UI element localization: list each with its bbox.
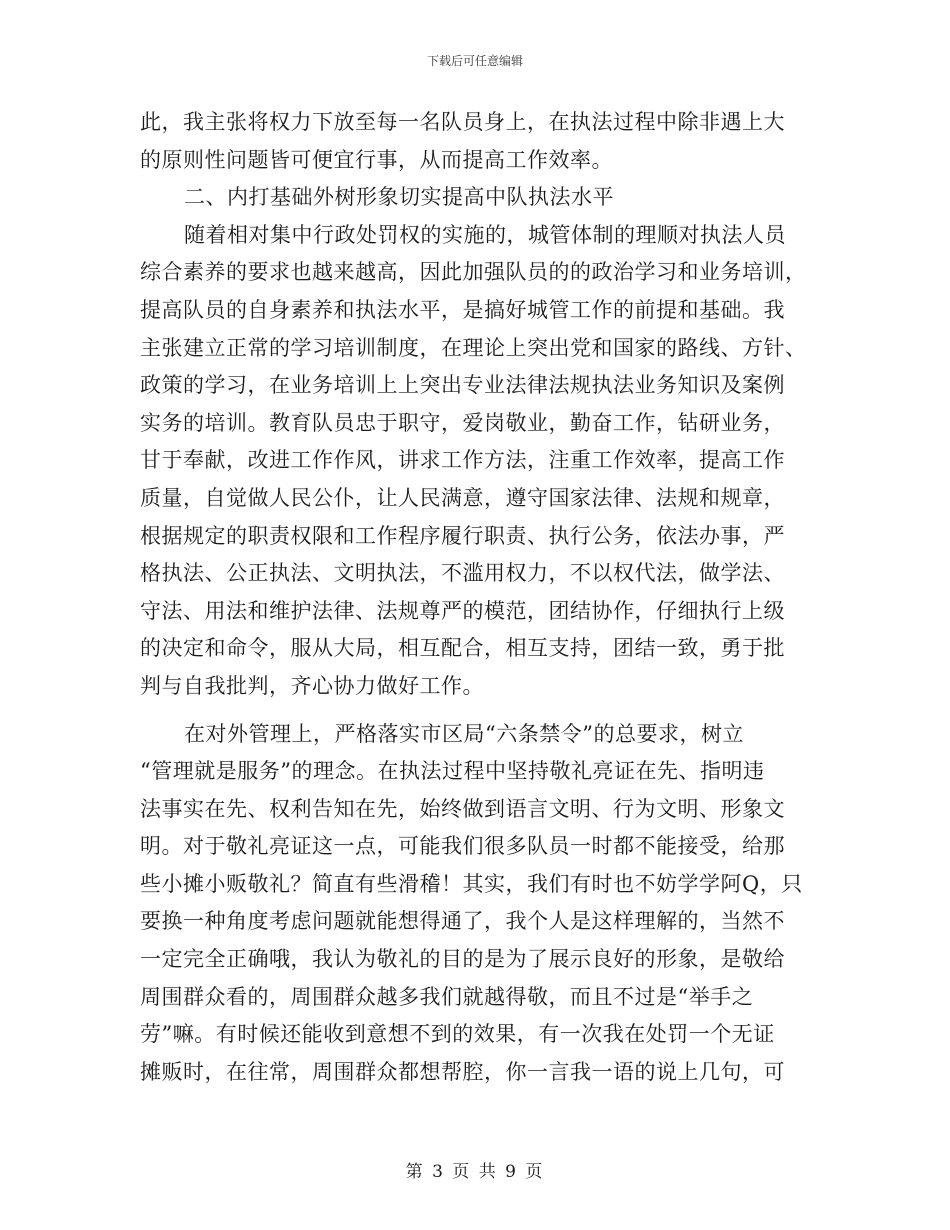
paragraph	[140, 217, 820, 706]
text-line: 质量，自觉做人民公仆，让人民满意，遵守国家法律、法规和规章，	[140, 485, 785, 510]
page-number: 第 3 页 共 9 页	[405, 1162, 545, 1182]
text-line: 些小摊小贩敬礼？简直有些滑稽！其实，我们有时也不妨学学阿Q，只	[140, 871, 803, 896]
text-line: 的原则性问题皆可便宜行事，从而提高工作效率。	[140, 147, 613, 172]
text-line: 摊贩时，在往常，周围群众都想帮腔，你一言我一语的说上几句，可	[140, 1059, 785, 1084]
text-line: 主张建立正常的学习培训制度，在理论上突出党和国家的路线、方针、	[140, 335, 807, 360]
text-line: 法事实在先、权利告知在先，始终做到语言文明、行为文明、形象文	[140, 796, 785, 821]
text-line: “管理就是服务”的理念。在执法过程中坚持敬礼亮证在先、指明违	[140, 759, 765, 784]
text-line: 周围群众看的，周围群众越多我们就越得敬，而且不过是“举手之	[140, 984, 754, 1009]
text-line: 政策的学习，在业务培训上上突出专业法律法规执法业务知识及案例	[140, 373, 785, 398]
text-line: 判与自我批判，齐心协力做好工作。	[140, 673, 484, 698]
text-line: 格执法、公正执法、文明执法，不滥用权力，不以权代法，做学法、	[140, 561, 785, 586]
text-line: 明。对于敬礼亮证这一点，可能我们很多队员一时都不能接受，给那	[140, 834, 785, 859]
text-line: 劳”嘛。有时候还能收到意想不到的效果，有一次我在处罚一个无证	[140, 1022, 775, 1047]
text-line: 提高队员的自身素养和执法水平，是搞好城管工作的前提和基础。我	[140, 297, 785, 322]
text-line: 此，我主张将权力下放至每一名队员身上，在执法过程中除非遇上大	[140, 110, 785, 134]
text-line: 根据规定的职责权限和工作程序履行职责、执行公务，依法办事，严	[140, 523, 785, 548]
text-line: 的决定和命令，服从大局，相互配合，相互支持，团结一致，勇于批	[140, 636, 785, 661]
text-line: 在对外管理上，严格落实市区局“六条禁令”的总要求，树立	[184, 721, 744, 746]
text-line: 随着相对集中行政处罚权的实施的，城管体制的理顺对执法人员	[184, 222, 786, 247]
text-line: 守法、用法和维护法律、法规尊严的模范，团结协作，仔细执行上级	[140, 598, 785, 623]
paragraph-gap	[140, 706, 820, 716]
text-line: 实务的培训。教育队员忠于职守，爱岗敬业，勤奋工作，钻研业务，	[140, 410, 785, 435]
text-line: 甘于奉献，改进工作作风，讲求工作方法，注重工作效率，提高工作	[140, 448, 785, 473]
text-line: 综合素养的要求也越来越高，因此加强队员的的政治学习和业务培训，	[140, 260, 807, 285]
document-body	[140, 104, 820, 1091]
text-line: 要换一种角度考虑问题就能想得通了，我个人是这样理解的，当然不	[140, 909, 785, 934]
paragraph	[140, 104, 820, 179]
text-line: 二、内打基础外树形象切实提高中队执法水平	[184, 185, 614, 210]
section-heading	[140, 179, 820, 217]
paragraph	[140, 716, 820, 1092]
header-note: 下载后可任意编辑	[426, 54, 523, 68]
text-line: 一定完全正确哦，我认为敬礼的目的是为了展示良好的形象，是敬给	[140, 947, 785, 972]
